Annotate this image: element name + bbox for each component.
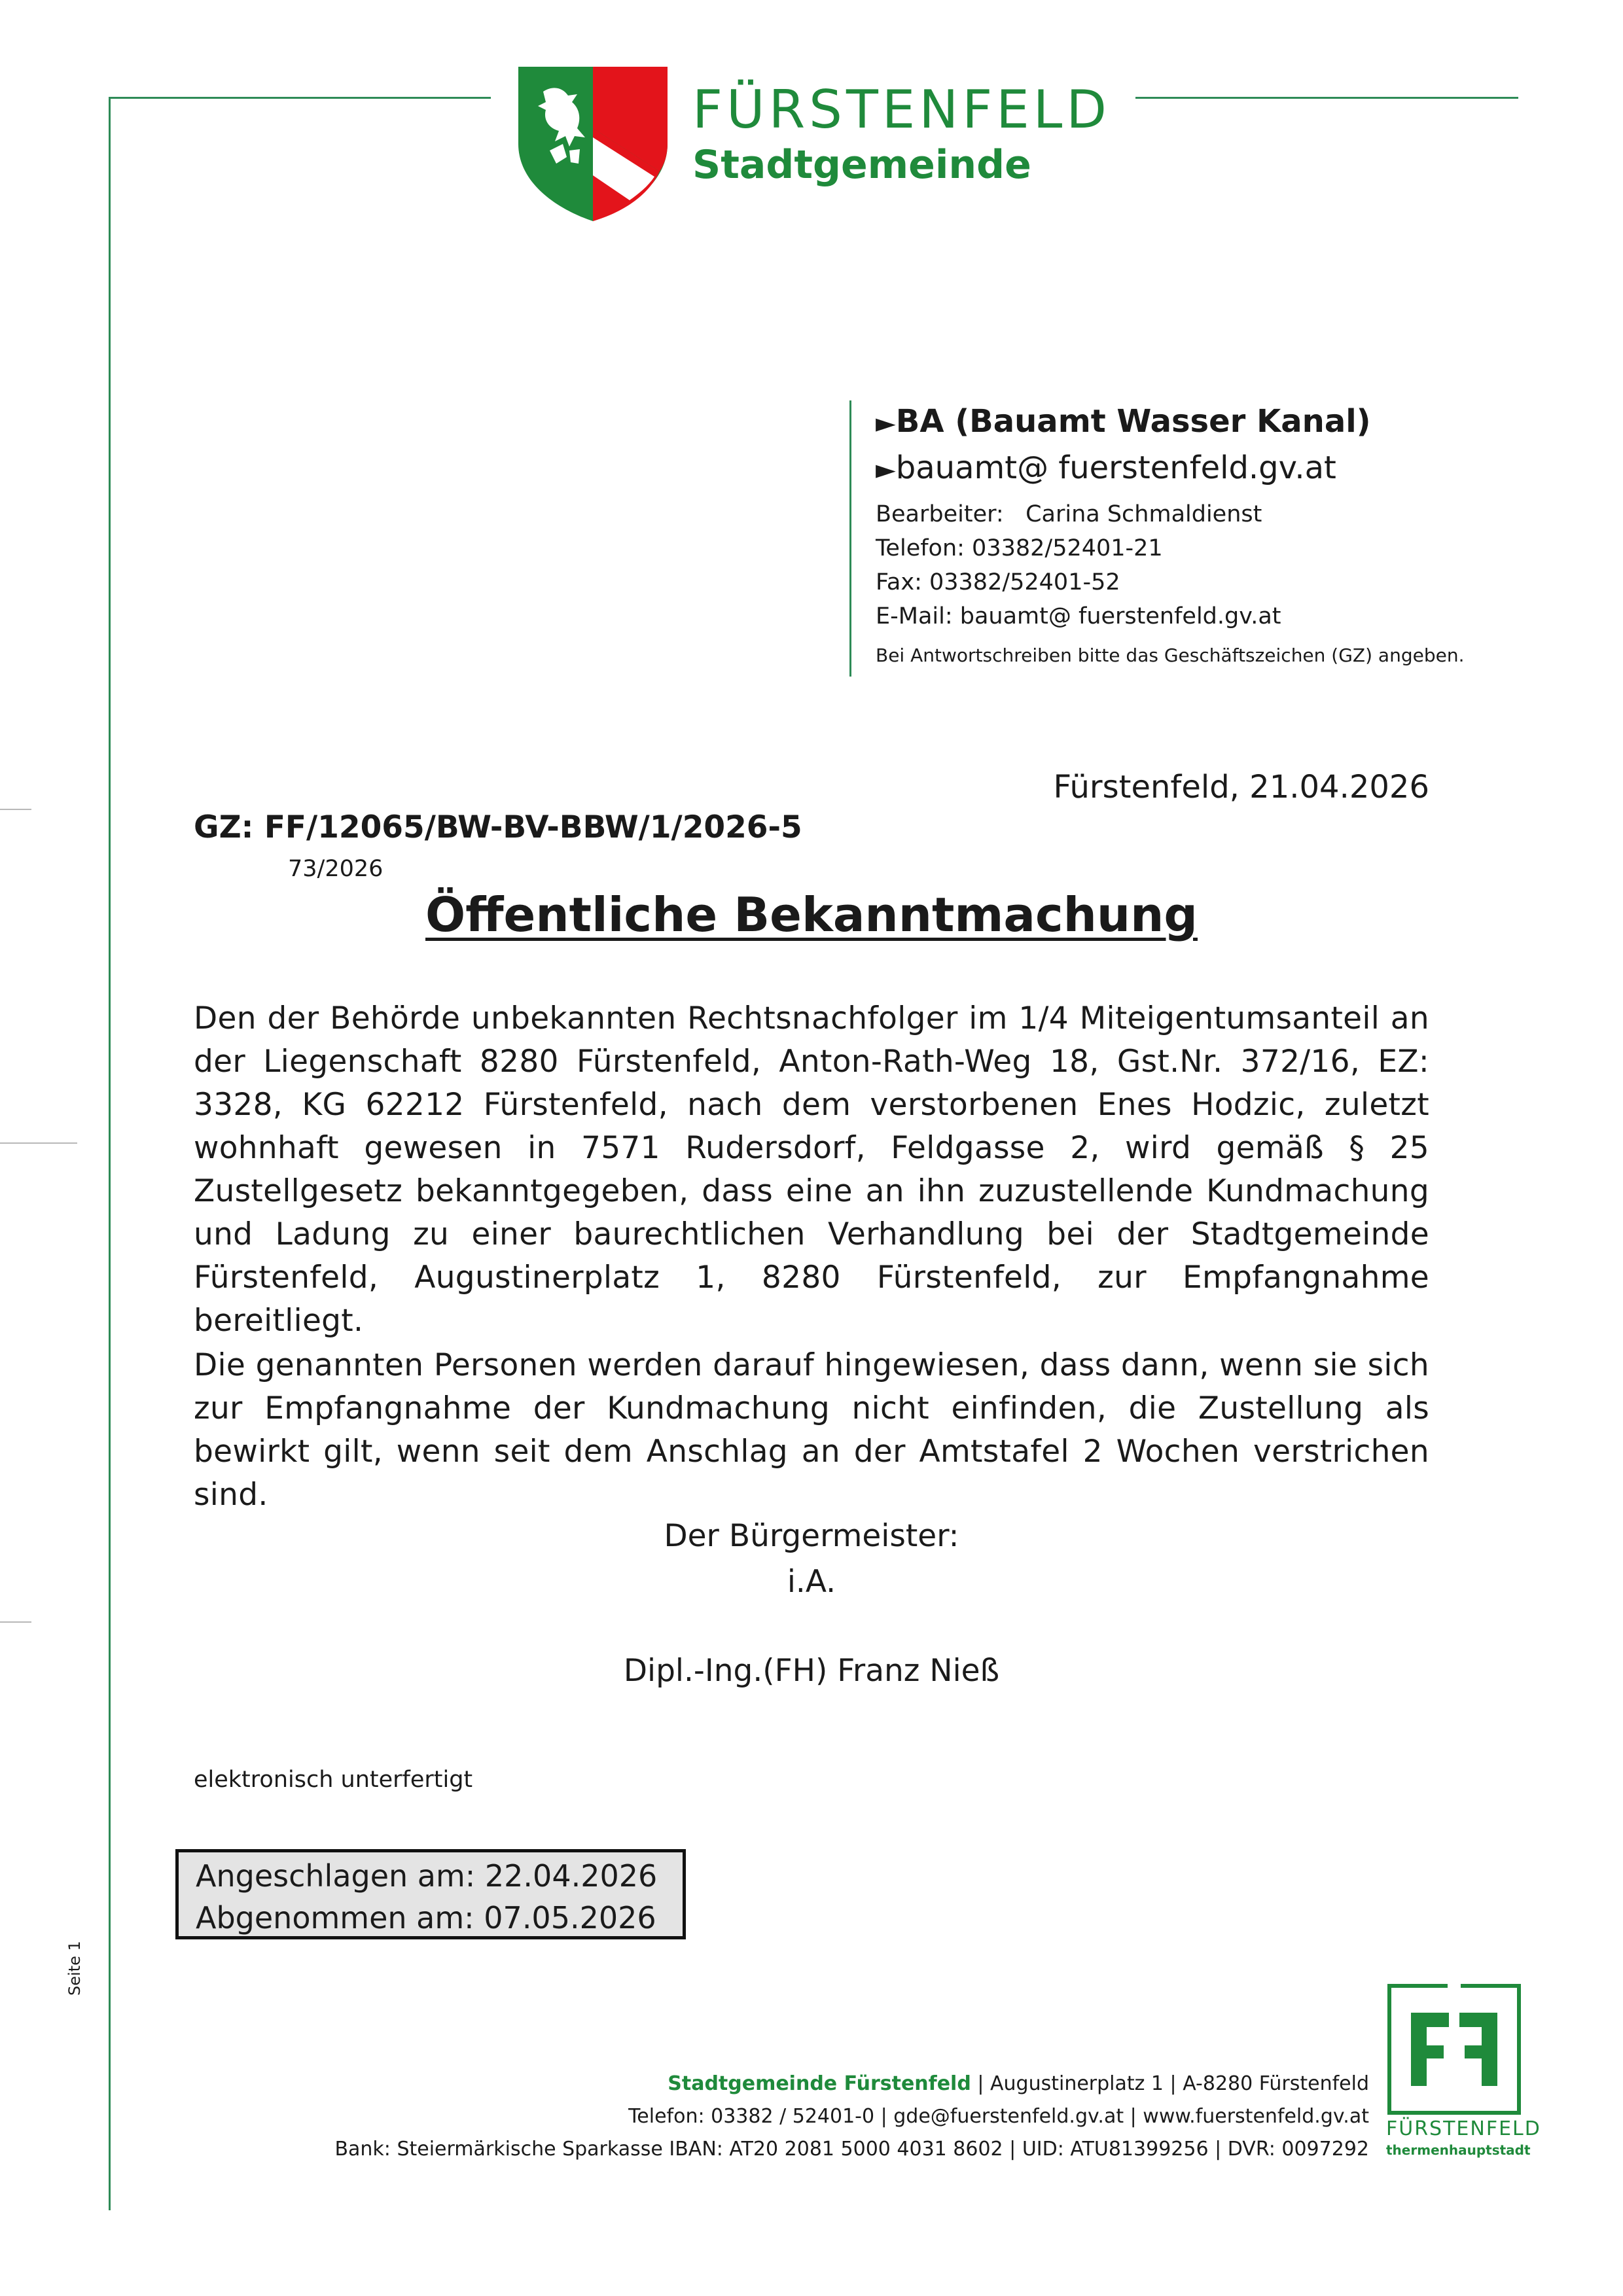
department-email[interactable]: ►bauamt@ fuerstenfeld.gv.at bbox=[876, 450, 1336, 486]
frame-line-top-left bbox=[109, 97, 491, 99]
signature-name: Dipl.-Ing.(FH) Franz Nieß bbox=[623, 1653, 1000, 1689]
reference-sub-number: 73/2026 bbox=[288, 856, 383, 882]
signature-role: Der Bürgermeister: bbox=[664, 1518, 959, 1554]
posting-box bbox=[175, 1849, 686, 1939]
reply-hint: Bei Antwortschreiben bitte das Geschäftszeichen (GZ) angeben. bbox=[876, 645, 1465, 666]
footer-contact-line: Telefon: 03382 / 52401-0 | gde@fuerstenfeld.gv.at | www.fuerstenfeld.gv.at bbox=[628, 2105, 1369, 2128]
footer-address-line: Stadtgemeinde Fürstenfeld | Augustinerplatz 1 | A-8280 Fürstenfeld bbox=[668, 2072, 1369, 2095]
punch-mark bbox=[0, 1142, 77, 1144]
contact-divider bbox=[849, 400, 851, 677]
frame-line-left bbox=[109, 97, 111, 2210]
coat-of-arms-icon bbox=[517, 65, 669, 222]
brand-subtitle: Stadtgemeinde bbox=[692, 142, 1031, 188]
paragraph-notice: Den der Behörde unbekannten Rechtsnachfolger im 1/4 Miteigentumsanteil an der Liegenschaft 8280 Fürstenfeld, Anton-Rath-Weg 18, Gst.Nr. 372/16, EZ: 3328, KG 62212 Fürstenfeld, nach dem verstorbenen Enes Hodzic, zuletzt wohnhaft gewesen in 7571 Rudersdorf, Feldgasse 2, wird gemäß § 25 Zustellgesetz bekanntgegeben, dass eine an ihn zuzustellende Kundmachung und Ladung zu einer baurechtlichen Verhandlung bei der Stadtgemeinde Fürstenfeld, Augustinerplatz 1, 8280 Fürstenfeld, zur Empfangnahme bereitliegt. bbox=[194, 1000, 1429, 1339]
electronic-signature-note: elektronisch unterfertigt bbox=[194, 1767, 473, 1793]
brand-title: FÜRSTENFELD bbox=[692, 79, 1111, 140]
footer-logo-tagline: thermenhauptstadt bbox=[1386, 2142, 1531, 2158]
footer-bank-line: Bank: Steiermärkische Sparkasse IBAN: AT20 2081 5000 4031 8602 | UID: ATU81399256 | DVR: 0097292 bbox=[334, 2138, 1369, 2161]
telefon: Telefon: 03382/52401-21 bbox=[876, 535, 1163, 561]
fold-mark bbox=[0, 809, 31, 810]
footer-logo-word: FÜRSTENFELD bbox=[1386, 2117, 1541, 2140]
frame-line-top-right bbox=[1135, 97, 1518, 99]
signature-ia: i.A. bbox=[787, 1564, 836, 1600]
page-number: Seite 1 bbox=[65, 1941, 84, 1996]
document-date: Fürstenfeld, 21.04.2026 bbox=[1053, 769, 1429, 805]
fax: Fax: 03382/52401-52 bbox=[876, 569, 1120, 595]
removed-date: Abgenommen am: 07.05.2026 bbox=[196, 1900, 656, 1935]
reference-number: GZ: FF/12065/BW-BV-BBW/1/2026-5 bbox=[194, 809, 802, 845]
paragraph-notice-consequence: Die genannten Personen werden darauf hingewiesen, dass dann, wenn sie sich zur Empfangnahme der Kundmachung nicht einfinden, die Zustellung als bewirkt gilt, wenn seit dem Anschlag an der Amtstafel 2 Wochen verstrichen sind. bbox=[194, 1347, 1429, 1513]
email[interactable]: E-Mail: bauamt@ fuerstenfeld.gv.at bbox=[876, 603, 1281, 629]
footer bbox=[334, 2068, 1369, 2166]
fold-mark bbox=[0, 1621, 31, 1623]
arrow-right-icon: ► bbox=[876, 455, 896, 485]
document-title: Öffentliche Bekanntmachung bbox=[425, 887, 1198, 942]
arrow-right-icon: ► bbox=[876, 408, 896, 438]
bearbeiter: Bearbeiter: Carina Schmaldienst bbox=[876, 501, 1262, 527]
posted-date: Angeschlagen am: 22.04.2026 bbox=[196, 1858, 658, 1894]
contact-block bbox=[876, 399, 1530, 669]
department: ►BA (Bauamt Wasser Kanal) bbox=[876, 403, 1371, 440]
